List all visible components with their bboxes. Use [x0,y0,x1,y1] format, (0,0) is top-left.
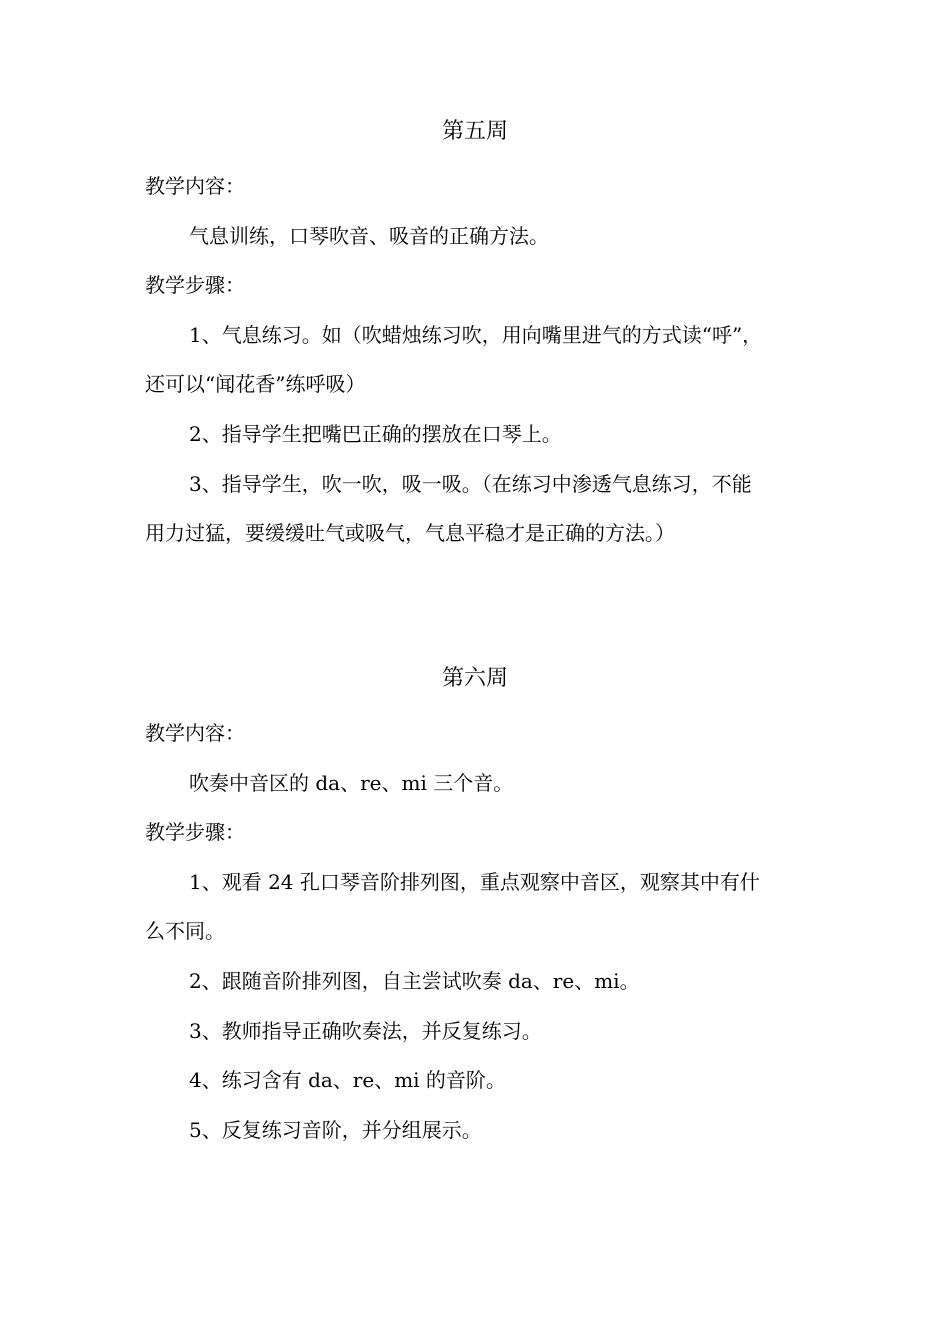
week6-content: 吹奏中音区的 da、re、mi 三个音。 [189,771,514,795]
week6-step1-line2: 么不同。 [145,919,225,943]
week6-content-label: 教学内容： [145,721,245,745]
week5-step3-line2: 用力过猛，要缓缓吐气或吸气，气息平稳才是正确的方法。） [145,521,675,545]
week5-steps-label: 教学步骤： [145,273,245,297]
week6-step5: 5、反复练习音阶，并分组展示。 [189,1118,482,1142]
week6-title: 第六周 [441,666,508,691]
week5-step1-line1: 1、气息练习。如（吹蜡烛练习吹，用向嘴里进气的方式读“呼”， [189,323,763,347]
week6-step3: 3、教师指导正确吹奏法，并反复练习。 [189,1019,542,1043]
week5-step2: 2、指导学生把嘴巴正确的摆放在口琴上。 [189,422,562,446]
week6-step4: 4、练习含有 da、re、mi 的音阶。 [189,1068,506,1092]
week5-content: 气息训练，口琴吹音、吸音的正确方法。 [189,224,549,248]
week5-step3-line1: 3、指导学生，吹一吹，吸一吸。（在练习中渗透气息练习，不能 [189,472,752,496]
week6-steps-label: 教学步骤： [145,820,245,844]
week5-content-label: 教学内容： [145,174,245,198]
week6-step2: 2、跟随音阶排列图，自主尝试吹奏 da、re、mi。 [189,969,640,993]
week6-step1-line1: 1、观看 24 孔口琴音阶排列图，重点观察中音区，观察其中有什 [189,870,760,894]
week5-title: 第五周 [441,119,508,144]
week5-step1-line2: 还可以“闻花香”练呼吸） [145,372,366,396]
